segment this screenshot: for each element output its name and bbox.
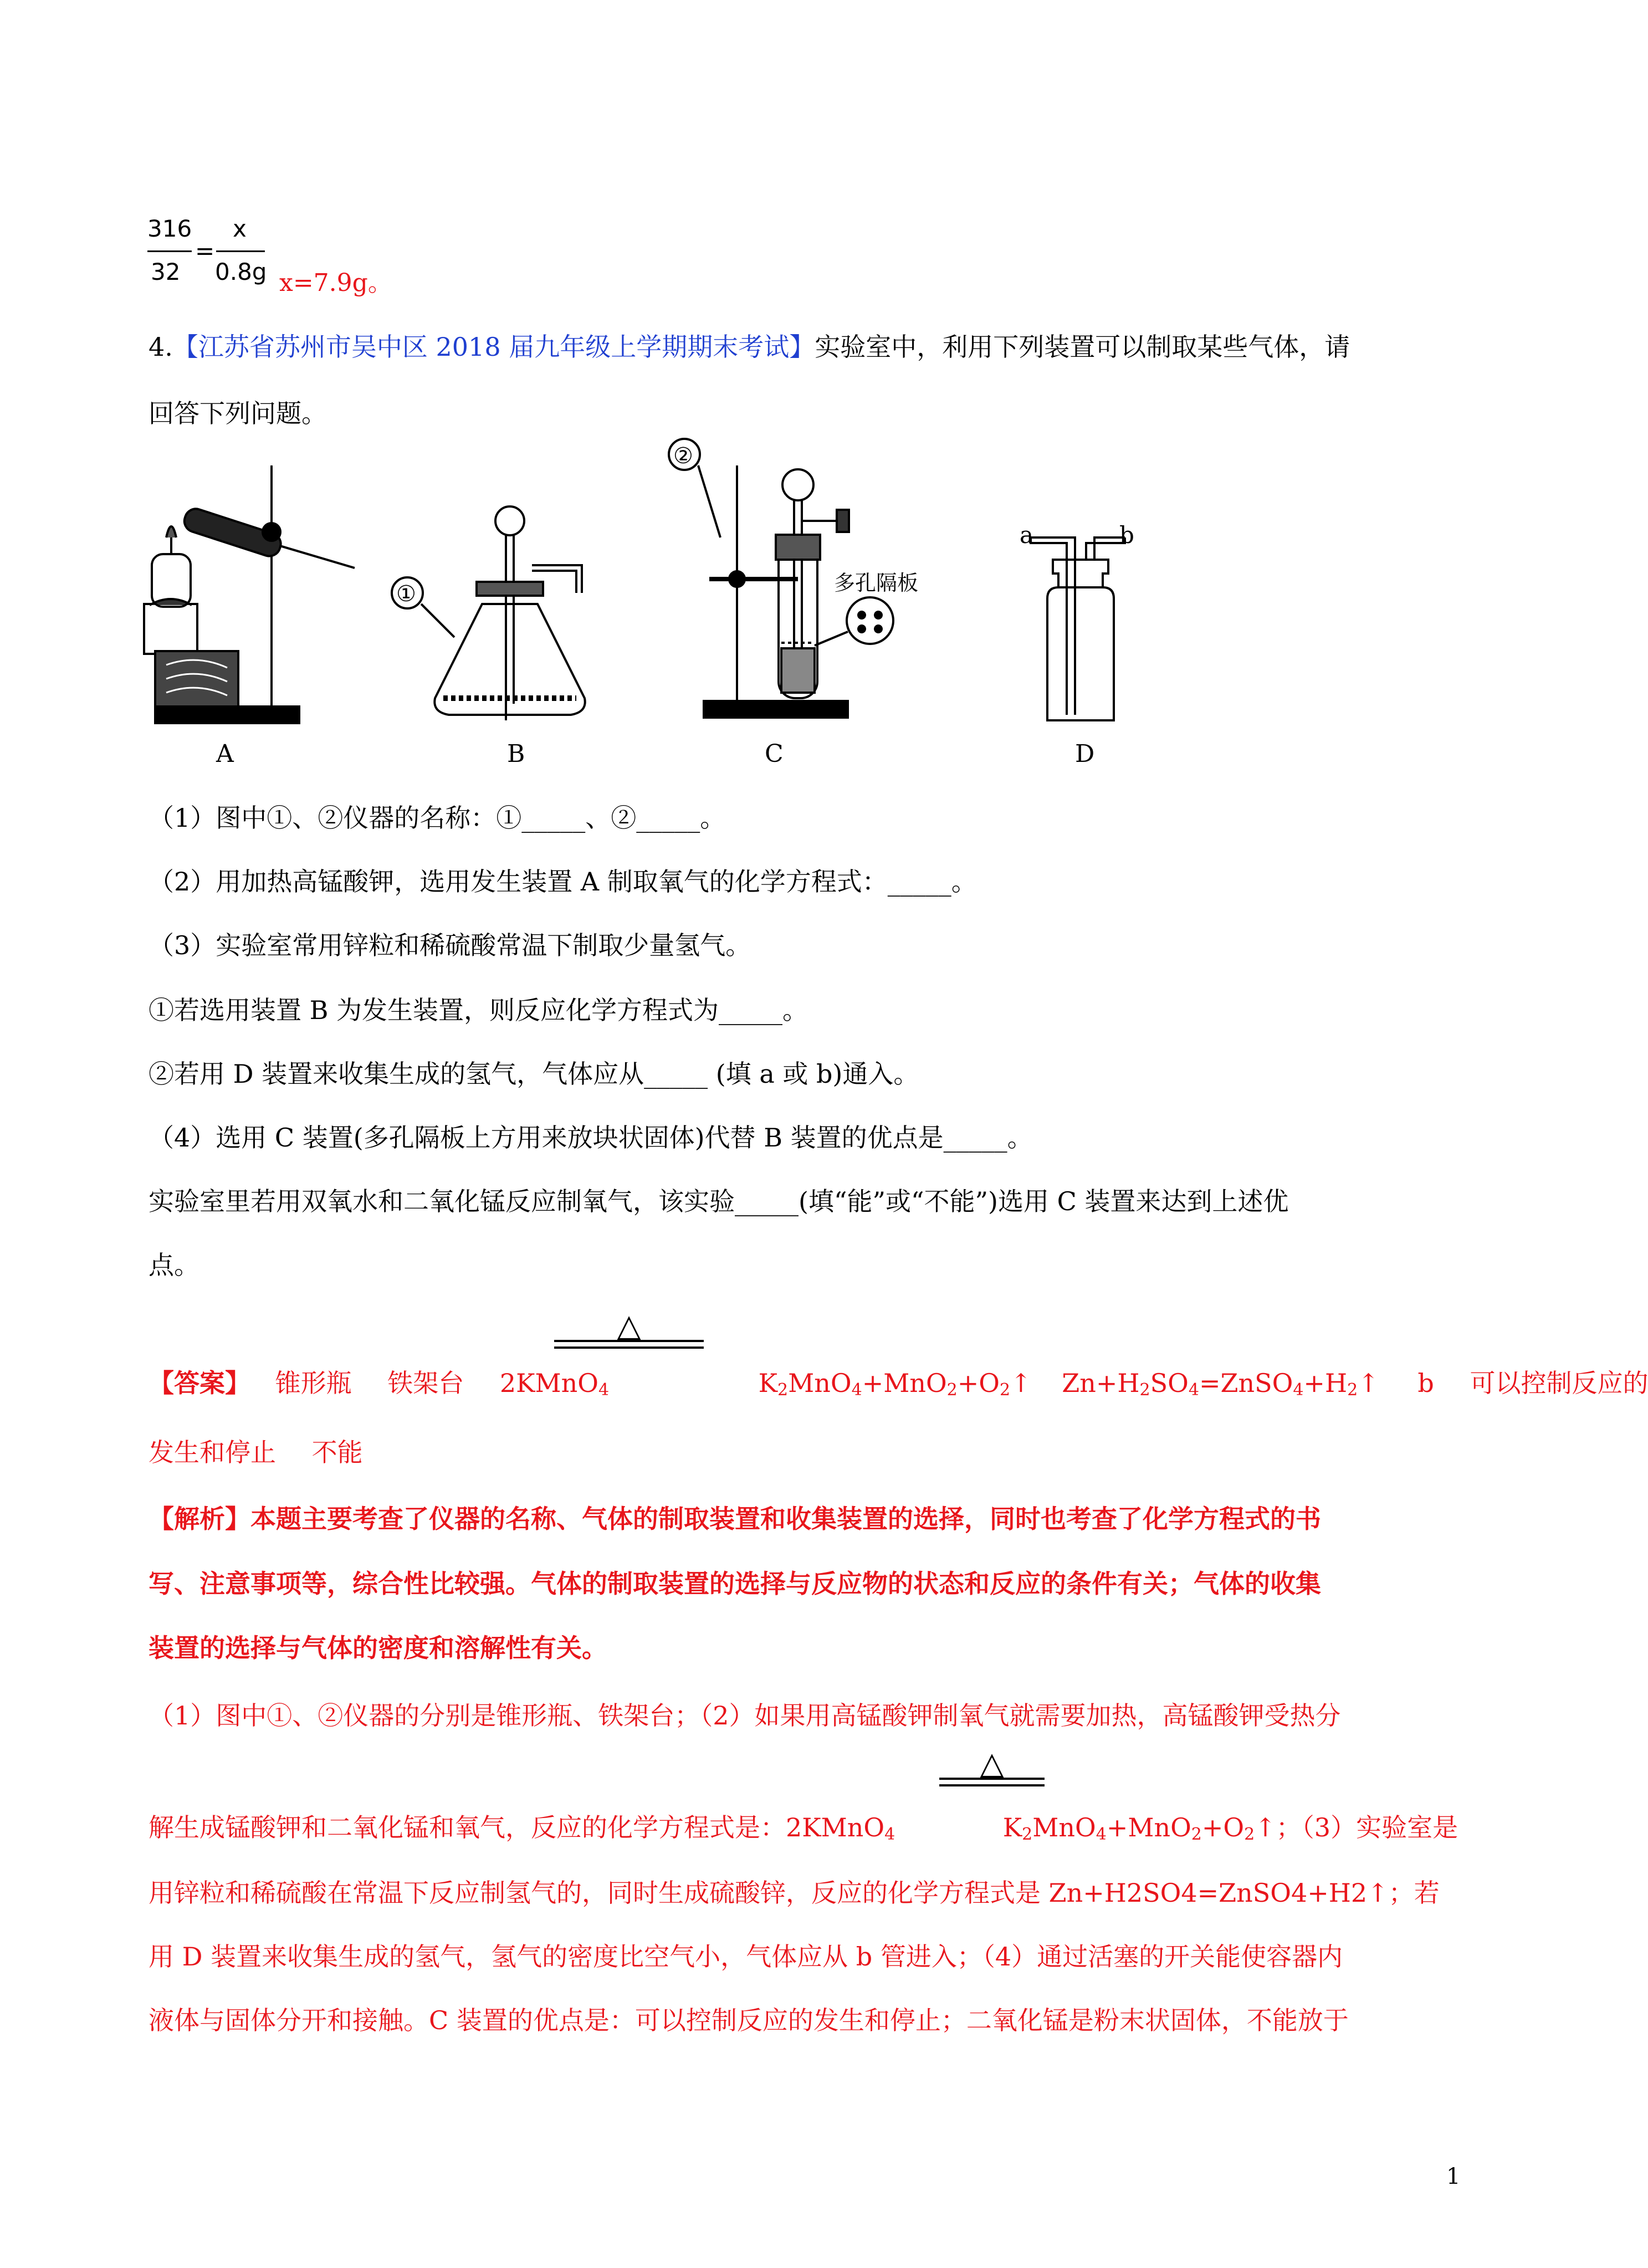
question-number: 4. [149, 332, 173, 362]
analysis-detail-line2: 解生成锰酸钾和二氧化锰和氧气，反应的化学方程式是：2KMnO$_4$ $K_2MnO_4+MnO_2+O_2↑$；（3）实验室是 [149, 1813, 1458, 1844]
analysis-eq1-right: $K_2MnO_4+MnO_2+O_2↑$ [1002, 1813, 1276, 1844]
analysis-detail-line4: 用 D 装置来收集生成的氢气，氢气的密度比空气小，气体应从 b 管进入；（4）通过活塞的开关能使容器内 [149, 1942, 1343, 1972]
apparatus-a [144, 465, 355, 723]
part-5-line1: 实验室里若用双氧水和二氧化锰反应制氧气，该实验_____(填“能”或“不能”)选用 C 装置来达到上述优 [149, 1186, 1289, 1216]
porous-plate-label: 多孔隔板 [834, 571, 919, 595]
label-c: C [765, 740, 784, 768]
answer-tag: 【答案】 [149, 1368, 250, 1398]
calc-numerator-right: x [233, 215, 247, 242]
analysis-tag: 【解析】 [149, 1504, 250, 1534]
analysis-detail-line3: 用锌粒和稀硫酸在常温下反应制氢气的，同时生成硫酸锌，反应的化学方程式是 Zn+H2SO4=ZnSO4+H2↑；若 [149, 1878, 1440, 1908]
answer-5-line2: 发生和停止 [149, 1437, 276, 1467]
label-a: A [216, 740, 234, 768]
answer-eq1-left: 2KMnO$_4$ [499, 1368, 610, 1400]
analysis-summary-line2: 写、注意事项等，综合性比较强。气体的制取装置的选择与反应物的状态和反应的条件有关；气体的收集 [149, 1569, 1321, 1599]
fraction-bar-right [216, 250, 265, 252]
tube-b-label: b [1119, 521, 1134, 549]
tube-a-label: a [1020, 521, 1034, 549]
question-stem [149, 327, 1350, 364]
apparatus-d [1031, 537, 1125, 720]
part-2: （2）用加热高锰酸钾，选用发生装置 A 制取氧气的化学方程式：_____。 [149, 867, 977, 897]
answer-eq1-right: $K_2MnO_4+MnO_2+O_2↑$ [758, 1368, 1032, 1400]
question-stem-line1: 实验室中，利用下列装置可以制取某些气体，请 [815, 332, 1350, 362]
calc-result: x=7.9g。 [279, 269, 392, 297]
apparatus-b [392, 506, 585, 720]
heating-symbol-answer [554, 1308, 704, 1352]
answer-6: 不能 [311, 1437, 363, 1467]
analysis-summary-line1: 【解析】本题主要考查了仪器的名称、气体的制取装置和收集装置的选择，同时也考查了化学方程式的书 [149, 1504, 1321, 1534]
page-number: 1 [1446, 2164, 1461, 2189]
calc-numerator-left: 316 [147, 215, 192, 242]
part-3b: ②若用 D 装置来收集生成的氢气，气体应从_____ (填 a 或 b)通入。 [149, 1059, 919, 1089]
answer-line1 [149, 1363, 1648, 1400]
answer-eq2: $Zn+H_2SO_4=ZnSO_4+H_2↑$ [1062, 1368, 1379, 1400]
answer-line2 [149, 1432, 363, 1469]
calc-denominator-left: 32 [151, 258, 181, 285]
label-d: D [1075, 740, 1095, 768]
heating-symbol-analysis [939, 1745, 1045, 1790]
analysis-detail-line1: （1）图中①、②仪器的分别是锥形瓶、铁架台；（2）如果用高锰酸钾制氧气就需要加热，高锰酸钾受热分 [149, 1701, 1341, 1731]
delta-icon: △ [980, 1745, 1004, 1781]
question-stem-line2: 回答下列问题。 [149, 398, 327, 428]
part-3a: ①若选用装置 B 为发生装置，则反应化学方程式为_____。 [149, 995, 808, 1025]
part-5-line2: 点。 [149, 1250, 199, 1280]
fraction-bar-left [147, 250, 192, 252]
answer-5-line1: 可以控制反应的 [1470, 1368, 1648, 1398]
marker-1: ① [396, 581, 416, 607]
apparatus-figure [144, 443, 1197, 770]
answer-1: 锥形瓶 [275, 1368, 352, 1398]
analysis-summary-line3: 装置的选择与气体的密度和溶解性有关。 [149, 1633, 607, 1663]
question-source: 【江苏省苏州市吴中区 2018 届九年级上学期期末考试】 [172, 332, 815, 362]
calc-denominator-right: 0.8g [215, 258, 267, 285]
part-1: （1）图中①、②仪器的名称：①_____、②_____。 [149, 803, 726, 833]
analysis-detail-line5: 液体与固体分开和接触。C 装置的优点是：可以控制反应的发生和停止；二氧化锰是粉末状固体，不能放于 [149, 2005, 1349, 2035]
label-b: B [507, 740, 525, 768]
part-4: （4）选用 C 装置(多孔隔板上方用来放块状固体)代替 B 装置的优点是_____。 [149, 1123, 1033, 1153]
answer-2: 铁架台 [387, 1368, 464, 1398]
marker-2: ② [673, 443, 693, 469]
answer-4: b [1417, 1368, 1434, 1398]
calc-equals: = [195, 237, 215, 264]
part-3: （3）实验室常用锌粒和稀硫酸常温下制取少量氢气。 [149, 930, 751, 960]
delta-icon: △ [617, 1308, 641, 1344]
